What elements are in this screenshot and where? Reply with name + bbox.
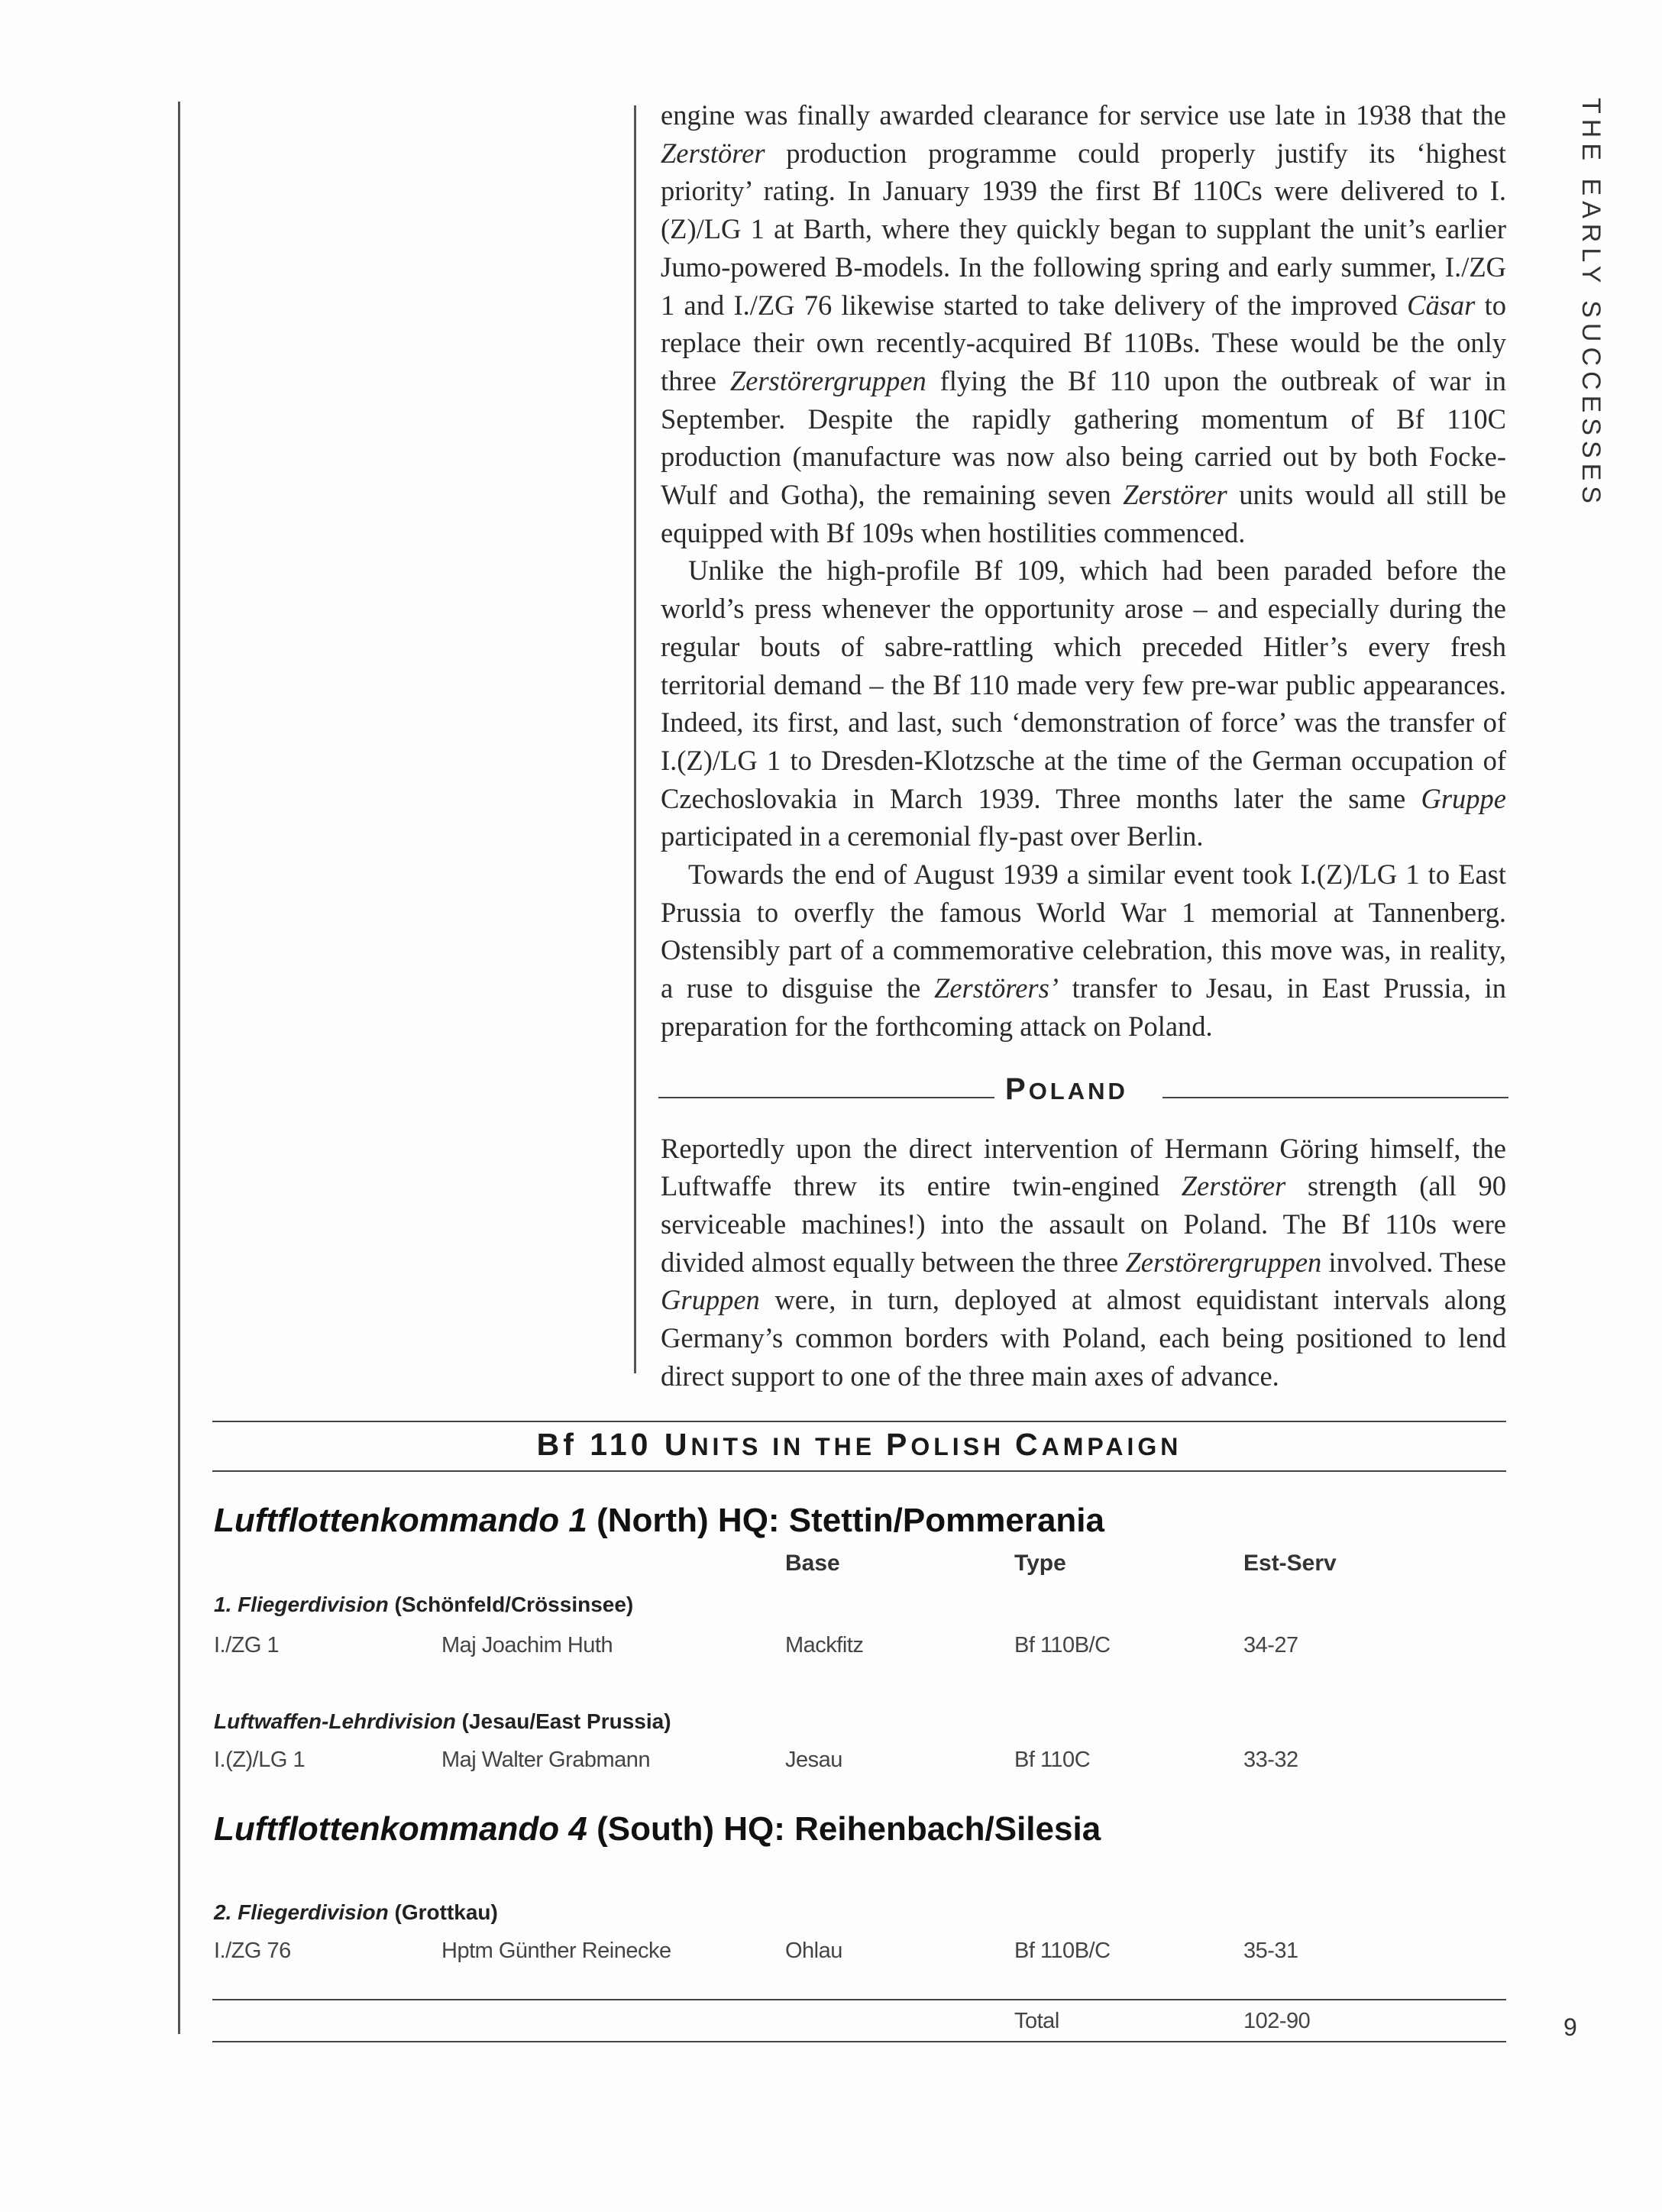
base-cell: Ohlau <box>785 1939 842 1963</box>
type-cell: Bf 110B/C <box>1014 1633 1111 1657</box>
unit-cell: I.(Z)/LG 1 <box>214 1748 306 1772</box>
type-cell: Bf 110C <box>1014 1748 1091 1772</box>
section-heading-poland: POLAND <box>1005 1072 1128 1106</box>
base-cell: Mackfitz <box>785 1633 864 1657</box>
est-serv-cell: 34-27 <box>1243 1633 1298 1657</box>
total-top-rule <box>212 1999 1506 2000</box>
page-number: 9 <box>1563 2013 1577 2041</box>
unit-cell: I./ZG 1 <box>214 1633 280 1657</box>
total-label: Total <box>1014 2009 1059 2033</box>
body-text <box>661 96 1506 1395</box>
est-serv-cell: 33-32 <box>1243 1748 1298 1772</box>
type-cell: Bf 110B/C <box>1014 1939 1111 1963</box>
total-value: 102-90 <box>1243 2009 1311 2033</box>
base-cell: Jesau <box>785 1748 842 1772</box>
commander-cell: Maj Joachim Huth <box>441 1633 613 1657</box>
paragraph-1: engine was finally awarded clearance for service use late in 1938 that the Zerstörer production programme could properly justify its ‘highest priority’ rating. In January 1939 the first Bf 110Cs were delivered to I.(Z)/LG 1 at Barth, where they quickly began to supplant the unit’s earlier Jumo-powered B-models. In the following spring and early summer, I./ZG 1 and I./ZG 76 likewise started to take delivery of the improved Cäsar to replace their own recently-acquired Bf 110Bs. These would be the only three Zerstörergruppen flying the Bf 110 upon the outbreak of war in September. Despite the rapidly gathering momentum of Bf 110C production (manufacture was now also being carried out by both Focke-Wulf and Gotha), the remaining seven Zerstörer units would all still be equipped with Bf 109s when hostilities commenced. <box>661 99 1507 548</box>
commander-cell: Hptm Günther Reinecke <box>441 1939 671 1963</box>
paragraph-2: Unlike the high-profile Bf 109, which had been paraded before the world’s press whenever the opportunity arose – and especially during the regular bouts of sabre-rattling which preceded Hitler’s every fresh territorial demand – the Bf 110 made very few pre-war public appearances. Indeed, its first, and last, such ‘demonstration of force’ was the transfer of I.(Z)/LG 1 to Dresden-Klotzsche at the time of the German occupation of Czechoslovakia in March 1939. Three months later the same Gruppe participated in a ceremonial fly-past over Berlin. <box>661 555 1506 852</box>
heading-rule-left <box>658 1097 994 1098</box>
command-heading-north: Luftflottenkommando 1 (North) HQ: Stettin/Pommerania <box>214 1502 1105 1539</box>
division-heading: 2. Fliegerdivision (Grottkau) <box>214 1900 498 1924</box>
heading-rule-right <box>1162 1097 1508 1098</box>
paragraph-4: Reportedly upon the direct intervention of Hermann Göring himself, the Luftwaffe threw its entire twin-engined Zerstörer strength (all 90 serviceable machines!) into the assault on Poland. The Bf 110s were divided almost equally between the three Zerstörergruppen involved. These Gruppen were, in turn, deployed at almost equidistant intervals along Germany’s common borders with Poland, each being positioned to lend direct support to one of the three main axes of advance. <box>661 1132 1506 1392</box>
table-title-rule <box>212 1470 1506 1472</box>
division-heading: 1. Fliegerdivision (Schönfeld/Crössinsee) <box>214 1593 634 1616</box>
table-title: Bf 110 UNITS IN THE POLISH CAMPAIGN <box>536 1427 1182 1462</box>
command-heading-south: Luftflottenkommando 4 (South) HQ: Reihenbach/Silesia <box>214 1810 1101 1848</box>
commander-cell: Maj Walter Grabmann <box>441 1748 651 1772</box>
column-header-base: Base <box>785 1551 840 1576</box>
table-bottom-rule <box>212 2041 1506 2042</box>
unit-cell: I./ZG 76 <box>214 1939 291 1963</box>
est-serv-cell: 35-31 <box>1243 1939 1298 1963</box>
paragraph-3: Towards the end of August 1939 a similar event took I.(Z)/LG 1 to East Prussia to overfly the famous World War 1 memorial at Tannenberg. Ostensibly part of a commemorative celebration, this move was, in reality, a ruse to disguise the Zerstörers’ transfer to Jesau, in East Prussia, in preparation for the forthcoming attack on Poland. <box>661 859 1506 1042</box>
running-header: THE EARLY SUCCESSES <box>1576 98 1605 509</box>
division-heading: Luftwaffen-Lehrdivision (Jesau/East Prussia) <box>214 1709 671 1733</box>
column-header-est-serv: Est-Serv <box>1243 1551 1337 1576</box>
text-column-rule <box>634 105 636 1373</box>
left-margin-rule <box>178 102 180 2034</box>
column-header-type: Type <box>1014 1551 1066 1576</box>
table-top-rule <box>212 1421 1506 1422</box>
